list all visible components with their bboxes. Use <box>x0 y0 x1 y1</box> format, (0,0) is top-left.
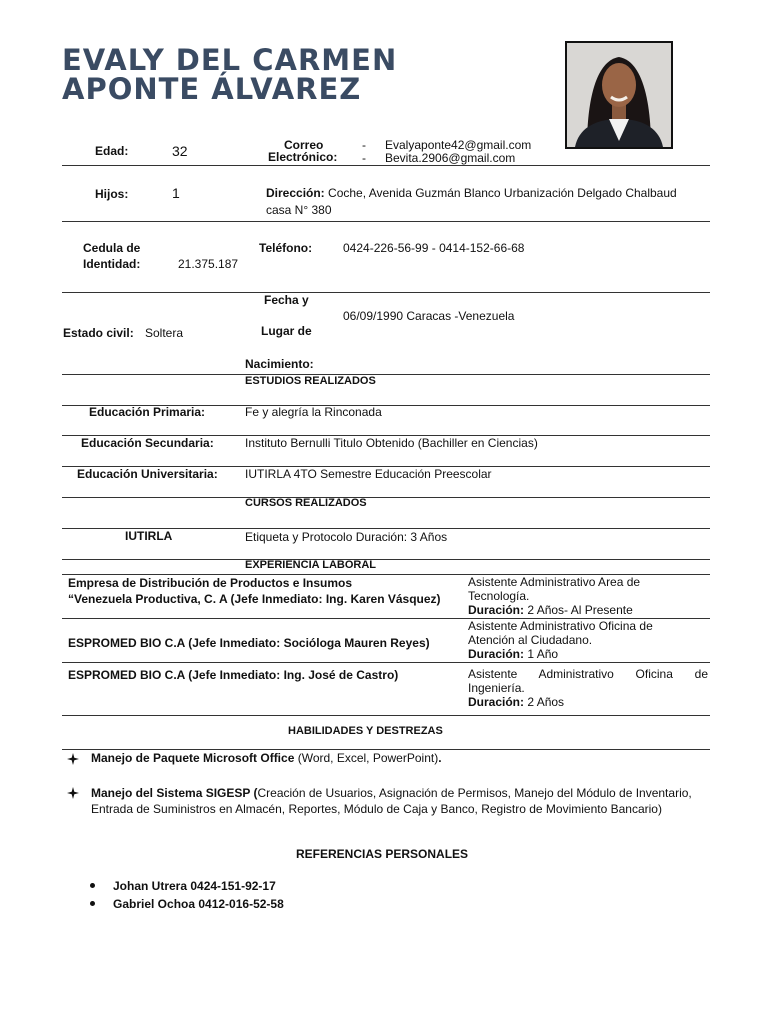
job-1-duration-line <box>468 603 708 617</box>
divider <box>62 165 710 166</box>
divider <box>62 374 710 375</box>
job-1-duration: 2 Años- Al Presente <box>527 603 633 617</box>
course-institution: IUTIRLA <box>125 529 173 543</box>
birth-label-2: Lugar de <box>261 324 312 338</box>
email-dash-2: - <box>362 151 366 165</box>
email-dash-1: - <box>362 138 366 152</box>
birth-value: 06/09/1990 Caracas -Venezuela <box>343 309 515 323</box>
address-label: Dirección: <box>266 186 325 200</box>
skill-1-end: . <box>438 751 442 765</box>
job-3-duration-line <box>468 695 708 709</box>
reference-item: Johan Utrera 0424-151-92-17 <box>113 879 276 893</box>
skill-1 <box>91 751 442 765</box>
job-3-role <box>468 667 708 709</box>
id-value: 21.375.187 <box>178 257 239 271</box>
job-1-company-2: “Venezuela Productiva, C. A (Jefe Inmediato: Ing. Karen Vásquez) <box>68 592 441 606</box>
skill-1-detail: (Word, Excel, PowerPoint) <box>294 751 439 765</box>
skills-heading: HABILIDADES Y DESTREZAS <box>288 725 443 737</box>
job-1-role-1: Asistente Administrativo Area de <box>468 575 641 589</box>
marital-label: Estado civil: <box>63 326 134 340</box>
divider <box>62 292 710 293</box>
address-value: Coche, Avenida Guzmán Blanco Urbanización Delgado Chalbaud <box>328 186 677 200</box>
divider <box>62 715 710 716</box>
skill-2-detail: Creación de Usuarios, Asignación de Permisos, Manejo del Módulo de Inventario, Entrada de Suministros en Almacén, Reportes, Módulo de Caja y Banco, Registro de Movimiento Bancario) <box>91 786 692 816</box>
job-1-company-1: Empresa de Distribución de Productos e Insumos <box>68 576 353 590</box>
course-value: Etiqueta y Protocolo Duración: 3 Años <box>245 530 448 544</box>
bullet-icon <box>90 883 95 888</box>
divider <box>62 497 710 498</box>
divider <box>62 559 710 560</box>
birth-label-3: Nacimiento: <box>245 357 314 371</box>
marital-value: Soltera <box>145 326 184 340</box>
job-2-company: ESPROMED BIO C.A (Jefe Inmediato: Socióloga Mauren Reyes) <box>68 636 430 650</box>
email-2: Bevita.2906@gmail.com <box>385 151 516 165</box>
profile-photo <box>565 41 673 149</box>
children-value: 1 <box>172 185 180 201</box>
children-label: Hijos: <box>95 187 129 201</box>
job-2-duration-line <box>468 647 708 661</box>
skill-2-title: Manejo del Sistema SIGESP ( <box>91 786 258 800</box>
diamond-bullet-icon <box>67 753 79 765</box>
name-line-2: APONTE ÁLVAREZ <box>62 72 362 106</box>
reference-item: Gabriel Ochoa 0412-016-52-58 <box>113 897 284 911</box>
bullet-icon <box>90 901 95 906</box>
job-3-duration: 2 Años <box>527 695 565 709</box>
references-heading: REFERENCIAS PERSONALES <box>296 847 469 861</box>
primary-label: Educación Primaria: <box>89 405 206 419</box>
email-label-2: Electrónico: <box>268 150 338 164</box>
phone-value: 0424-226-56-99 - 0414-152-66-68 <box>343 241 525 255</box>
name-line-1: EVALY DEL CARMEN <box>62 43 398 77</box>
skill-2 <box>91 785 703 817</box>
skill-1-title: Manejo de Paquete Microsoft Office <box>91 751 295 765</box>
duration-label: Duración: <box>468 695 525 709</box>
university-label: Educación Universitaria: <box>77 467 218 481</box>
job-1-role <box>468 575 708 617</box>
job-1-role-2: Tecnología. <box>468 589 530 603</box>
diamond-bullet-icon <box>67 787 79 799</box>
phone-label: Teléfono: <box>259 241 313 255</box>
address-line-1 <box>266 186 677 200</box>
job-2-role-1: Asistente Administrativo Oficina de <box>468 619 653 633</box>
divider <box>62 221 710 222</box>
age-label: Edad: <box>95 144 129 158</box>
email-1: Evalyaponte42@gmail.com <box>385 138 532 152</box>
studies-heading: ESTUDIOS REALIZADOS <box>245 375 376 387</box>
primary-value: Fe y alegría la Rinconada <box>245 405 382 419</box>
job-2-role <box>468 619 708 661</box>
birth-label-1: Fecha y <box>264 293 309 307</box>
university-value: IUTIRLA 4TO Semestre Educación Preescolar <box>245 467 492 481</box>
courses-heading: CURSOS REALIZADOS <box>245 497 367 509</box>
secondary-value: Instituto Bernulli Titulo Obtenido (Bachiller en Ciencias) <box>245 436 538 450</box>
job-3-role-2: Ingeniería. <box>468 681 525 695</box>
secondary-label: Educación Secundaria: <box>81 436 214 450</box>
duration-label: Duración: <box>468 603 525 617</box>
job-2-role-2: Atención al Ciudadano. <box>468 633 593 647</box>
experience-heading: EXPERIENCIA LABORAL <box>245 559 376 571</box>
duration-label: Duración: <box>468 647 525 661</box>
job-3-company: ESPROMED BIO C.A (Jefe Inmediato: Ing. José de Castro) <box>68 668 399 682</box>
job-3-role-1: Asistente Administrativo Oficina de <box>468 667 708 681</box>
id-label-2: Identidad: <box>83 257 141 271</box>
divider <box>62 749 710 750</box>
job-2-duration: 1 Año <box>527 647 559 661</box>
age-value: 32 <box>172 143 188 159</box>
divider <box>62 662 710 663</box>
address-line-2: casa N° 380 <box>266 203 332 217</box>
email-label-1: Correo <box>284 138 324 152</box>
id-label-1: Cedula de <box>83 241 141 255</box>
